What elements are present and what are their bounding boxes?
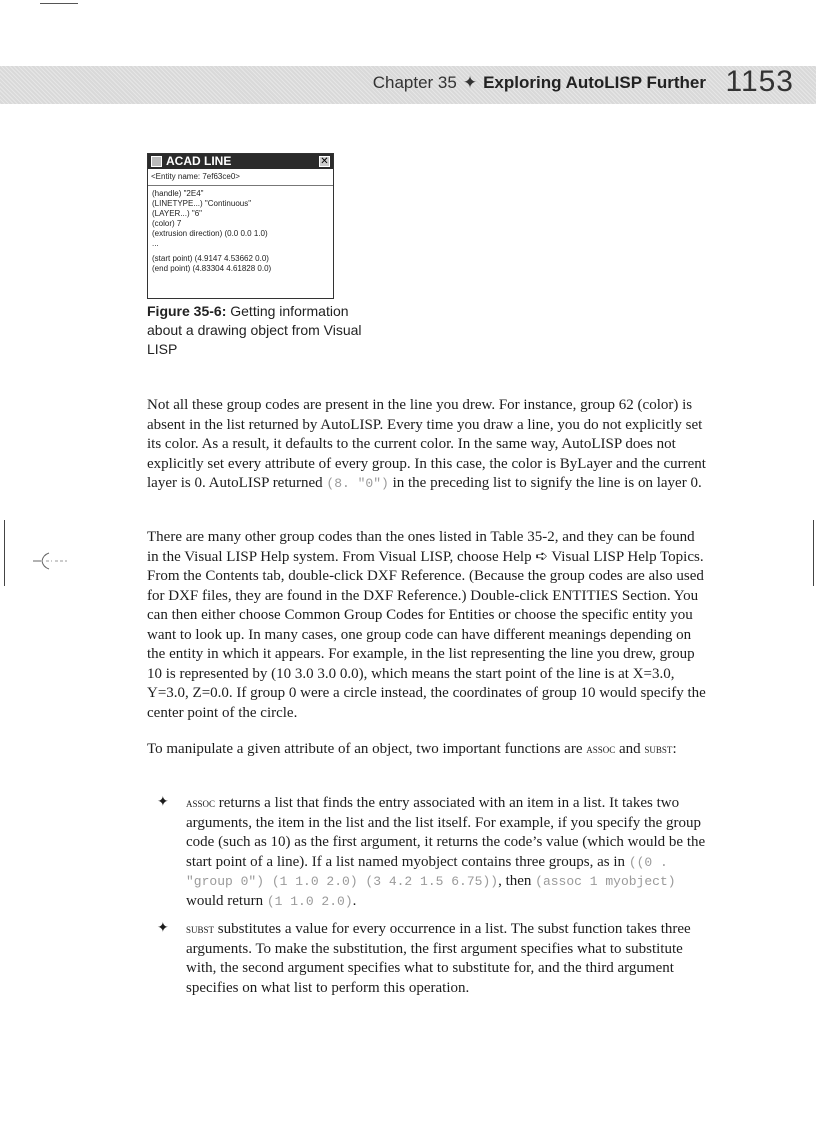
- list-item: [157, 919, 710, 998]
- inline-code: (assoc 1 myobject): [535, 874, 676, 889]
- caption-label: Figure 35-6:: [147, 303, 227, 319]
- list-item[interactable]: (color) 7: [152, 219, 182, 228]
- diamond-icon: ✦: [462, 73, 478, 92]
- list-item[interactable]: (start point) (4.9147 4.53662 0.0): [152, 254, 269, 263]
- bullet-text: would return: [186, 892, 267, 909]
- margin-rule-right: [813, 520, 814, 586]
- window-titlebar: [148, 154, 333, 169]
- list-item[interactable]: (handle) "2E4": [152, 189, 204, 198]
- entity-name-field: <Entity name: 7ef63ce0>: [148, 169, 333, 186]
- inline-code: ((0 . "group 0") (1 1.0 2.0) (3 4.2 1.5 6.75)): [186, 854, 668, 889]
- function-name: assoc: [586, 741, 616, 756]
- p1-text: Not all these group codes are present in the line you drew. For instance, group 62 (color) is absent in the list returned by AutoLISP. Every time you draw a line, you do not explicitly set its color. As a result, it defaults to the current color. In the same way, AutoLISP does not explicitly set every attribute of every group. In this case, the color is ByLayer and the current layer is 0. AutoLISP returned: [147, 397, 706, 491]
- inspect-window: [147, 153, 334, 299]
- window-title: ACAD LINE: [166, 154, 232, 168]
- diamond-bullet-icon: ✦: [157, 920, 169, 936]
- bullet-list: [157, 793, 710, 1006]
- p3-and: and: [615, 741, 645, 757]
- list-item[interactable]: (LINETYPE...) "Continuous": [152, 199, 252, 208]
- list-item: [157, 793, 710, 911]
- chapter-label: Chapter 35: [372, 73, 457, 92]
- bullet-text: .: [352, 892, 357, 909]
- chapter-title: Exploring AutoLISP Further: [483, 73, 706, 92]
- entity-property-list: [148, 186, 333, 277]
- bullet-text: returns a list that finds the entry associated with an item in a list. It takes two arguments, the item in the list and the list itself. For example, if you specify the group code (such as 10) as the first argument, it returns the code’s value (which would be the start point of a line). If a list named myobject contains three groups, as in: [186, 795, 706, 870]
- list-item[interactable]: (LAYER...) "6": [152, 209, 202, 218]
- function-name: assoc: [186, 795, 216, 810]
- page-number: 1153: [725, 65, 794, 98]
- caption-text: Getting information about a drawing object from Visual LISP: [147, 303, 362, 357]
- paragraph-1: [147, 396, 710, 494]
- registration-mark-icon: [32, 549, 68, 573]
- p3-colon: :: [672, 741, 677, 757]
- paragraph-2: There are many other group codes than the ones listed in Table 35-2, and they can be found in the Visual LISP Help system. From Visual LISP, choose Help ➪ Visual LISP Help Topics. From the Contents tab, double-click DXF Reference. (Because the group codes are also used for DXF files, they are found in the DXF Reference.) Double-click ENTITIES Section. You can then either choose Common Group Codes for Entities or choose the specific entity you want to look up. In many cases, one group code can have different meanings depending on the entity in which it appears. For example, in the list representing the line you drew, group 10 is represented by (10 3.0 3.0 0.0), which means the start point of the line is at X=3.0, Y=3.0, Z=0.0. If group 0 were a circle instead, the coordinates of group 10 would specify the center point of the circle.: [147, 529, 706, 721]
- inspect-app-icon: [151, 156, 162, 167]
- inline-code: (8. "0"): [326, 476, 389, 491]
- margin-rule-left: [4, 520, 5, 586]
- list-item[interactable]: ...: [152, 239, 159, 248]
- diamond-bullet-icon: ✦: [157, 794, 169, 810]
- p1-text-end: in the preceding list to signify the line is on layer 0.: [388, 475, 702, 491]
- paragraph-3: [147, 739, 710, 760]
- bullet-text: substitutes a value for every occurrence in a list. The subst function takes three arguments. To make the substitution, the first argument specifies what to substitute with, the second argument specifies what to substitute for, and the third argument specifies on what list to perform this operation.: [186, 921, 691, 996]
- list-item[interactable]: (end point) (4.83304 4.61828 0.0): [152, 264, 272, 273]
- function-name: subst: [644, 741, 673, 756]
- function-name: subst: [186, 921, 215, 936]
- top-rule: [40, 3, 78, 4]
- figure-caption: [147, 302, 362, 359]
- close-icon[interactable]: ✕: [320, 156, 329, 167]
- list-item[interactable]: (extrusion direction) (0.0 0.0 1.0): [152, 229, 268, 238]
- running-header: [373, 73, 706, 93]
- inline-code: (1 1.0 2.0): [266, 893, 353, 909]
- p3-text: To manipulate a given attribute of an object, two important functions are: [147, 741, 587, 757]
- bullet-text: , then: [498, 873, 536, 889]
